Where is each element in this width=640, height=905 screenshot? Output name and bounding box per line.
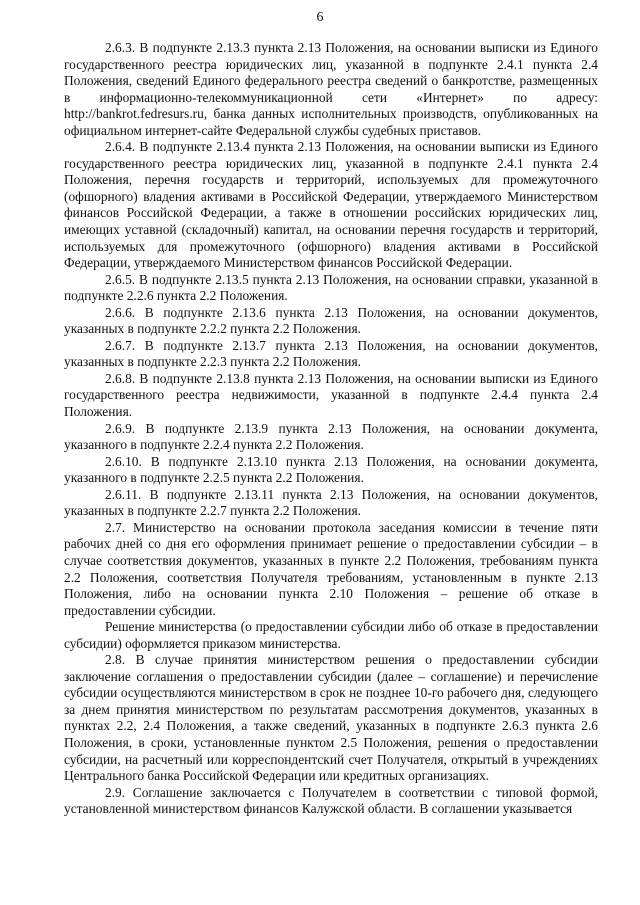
paragraph-2-6-7: 2.6.7. В подпункте 2.13.7 пункта 2.13 Положения, на основании документов, указанных в подпункте 2.2.3 пункта 2.2 Положения. [64, 337, 598, 370]
paragraph-2-6-10: 2.6.10. В подпункте 2.13.10 пункта 2.13 Положения, на основании документа, указанного в подпункте 2.2.5 пункта 2.2 Положения. [64, 453, 598, 486]
paragraph-2-6-9: 2.6.9. В подпункте 2.13.9 пункта 2.13 Положения, на основании документа, указанного в подпункте 2.2.4 пункта 2.2 Положения. [64, 420, 598, 453]
page-number: 6 [316, 10, 324, 25]
paragraph-2-6-3: 2.6.3. В подпункте 2.13.3 пункта 2.13 Положения, на основании выписки из Единого государственного реестра юридических лиц, указанной в подпункте 2.4.1 пункта 2.4 Положения, сведений Единого федерального реестра сведений о банкротстве, размещенных в информационно-телекоммуникационной сети «Интернет» по адресу: http://bankrot.fedresurs.ru, банка данных исполнительных производств, опубликованных на официальном интернет-сайте Федеральной службы судебных приставов. [64, 40, 598, 138]
paragraph-2-6-5: 2.6.5. В подпункте 2.13.5 пункта 2.13 Положения, на основании справки, указанной в подпункте 2.2.6 пункта 2.2 Положения. [64, 271, 598, 304]
paragraph-2-6-6: 2.6.6. В подпункте 2.13.6 пункта 2.13 Положения, на основании документов, указанных в подпункте 2.2.2 пункта 2.2 Положения. [64, 304, 598, 337]
document-body [64, 40, 598, 818]
paragraph-decision: Решение министерства (о предоставлении субсидии либо об отказе в предоставлении субсидии) оформляется приказом министерства. [64, 619, 598, 651]
paragraph-2-6-4: 2.6.4. В подпункте 2.13.4 пункта 2.13 Положения, на основании выписки из Единого государственного реестра юридических лиц, указанной в подпункте 2.4.1 пункта 2.4 Положения, перечня государств и территорий, используемых для промежуточного (офшорного) владения активами в Российской Федерации, утверждаемого Министерством финансов Российской Федерации, а также в отношении российских юридических лиц, имеющих уставной (складочный) капитал, на основании перечня государств и территорий, используемых для промежуточного (офшорного) владения активами в Российской Федерации, утверждаемого Министерством финансов Российской Федерации. [64, 139, 598, 271]
paragraph-2-8: 2.8. В случае принятия министерством решения о предоставлении субсидии заключение соглашения о предоставлении субсидии (далее – соглашение) и перечисление субсидии осуществляются министерством в срок не позднее 10-го рабочего дня, следующего за днем принятия министерством по результатам рассмотрения документов, указанных в пунктах 2.2, 2.4 Положения, а также сведений, указанных в подпункте 2.6.3 пункта 2.6 Положения, в сроки, установленные пунктом 2.5 Положения, решения о предоставлении субсидии, на расчетный или корреспондентский счет Получателя, открытый в учреждениях Центрального банка Российской Федерации или кредитных организациях. [64, 652, 598, 784]
paragraph-2-6-8: 2.6.8. В подпункте 2.13.8 пункта 2.13 Положения, на основании выписки из Единого государственного реестра недвижимости, указанной в подпункте 2.4.4 пункта 2.4 Положения. [64, 370, 598, 420]
paragraph-2-7: 2.7. Министерство на основании протокола заседания комиссии в течение пяти рабочих дней со дня его оформления принимает решение о предоставлении субсидии – в случае соответствия документов, указанных в пункте 2.2 Положения, требованиям пункта 2.2 Положения, соответствия Получателя требованиям, установленным в пункте 2.13 Положения, либо на основании пункта 2.10 Положения – решение об отказе в предоставлении субсидии. [64, 519, 598, 618]
paragraph-2-6-11: 2.6.11. В подпункте 2.13.11 пункта 2.13 Положения, на основании документов, указанных в подпункте 2.2.7 пункта 2.2 Положения. [64, 486, 598, 519]
paragraph-2-9: 2.9. Соглашение заключается с Получателем в соответствии с типовой формой, установленной министерством финансов Калужской области. В соглашении указывается [64, 784, 598, 817]
